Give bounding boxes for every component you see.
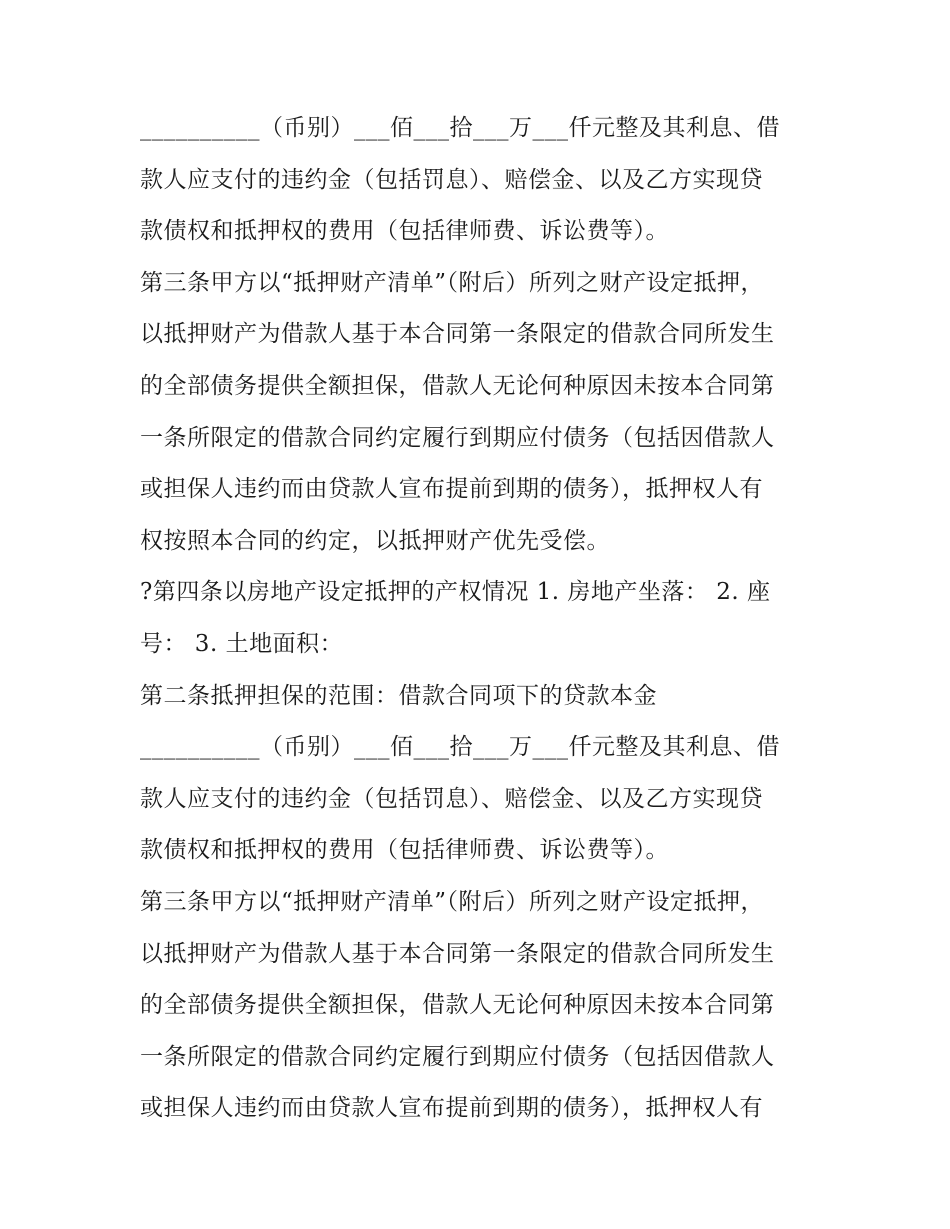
text-line: 第二条抵押担保的范围：借款合同项下的贷款本金 <box>140 682 657 709</box>
text-line: 的全部债务提供全额担保，借款人无论何种原因未按本合同第 <box>140 372 775 399</box>
text-line: 的全部债务提供全额担保，借款人无论何种原因未按本合同第 <box>140 992 775 1019</box>
text-line: 一条所限定的借款合同约定履行到期应付债务（包括因借款人 <box>140 424 775 451</box>
text-line: 款债权和抵押权的费用（包括律师费、诉讼费等）。 <box>140 218 669 245</box>
text-line: ?第四条以房地产设定抵押的产权情况 1. 房地产坐落： 2. 座 <box>140 579 771 606</box>
text-line: __________（币别）___佰___拾___万___仟元整及其利息、借 <box>140 734 780 761</box>
text-line: 或担保人违约而由贷款人宣布提前到期的债务），抵押权人有 <box>140 1095 763 1122</box>
text-line: 权按照本合同的约定，以抵押财产优先受偿。 <box>140 527 610 554</box>
text-line: 号： 3. 土地面积： <box>140 630 344 657</box>
document-body <box>140 103 820 1135</box>
text-line: 或担保人违约而由贷款人宣布提前到期的债务），抵押权人有 <box>140 476 763 503</box>
text-line: 款债权和抵押权的费用（包括律师费、诉讼费等）。 <box>140 837 669 864</box>
text-line: 以抵押财产为借款人基于本合同第一条限定的借款合同所发生 <box>140 321 775 348</box>
text-line: 一条所限定的借款合同约定履行到期应付债务（包括因借款人 <box>140 1043 775 1070</box>
text-line: 以抵押财产为借款人基于本合同第一条限定的借款合同所发生 <box>140 940 775 967</box>
text-line: 款人应支付的违约金（包括罚息）、赔偿金、以及乙方实现贷 <box>140 785 763 812</box>
text-line: 第三条甲方以“抵押财产清单”（附后）所列之财产设定抵押， <box>140 888 765 915</box>
text-line: 第三条甲方以“抵押财产清单”（附后）所列之财产设定抵押， <box>140 269 765 296</box>
text-line: __________（币别）___佰___拾___万___仟元整及其利息、借 <box>140 115 780 141</box>
text-line: 款人应支付的违约金（包括罚息）、赔偿金、以及乙方实现贷 <box>140 166 763 193</box>
